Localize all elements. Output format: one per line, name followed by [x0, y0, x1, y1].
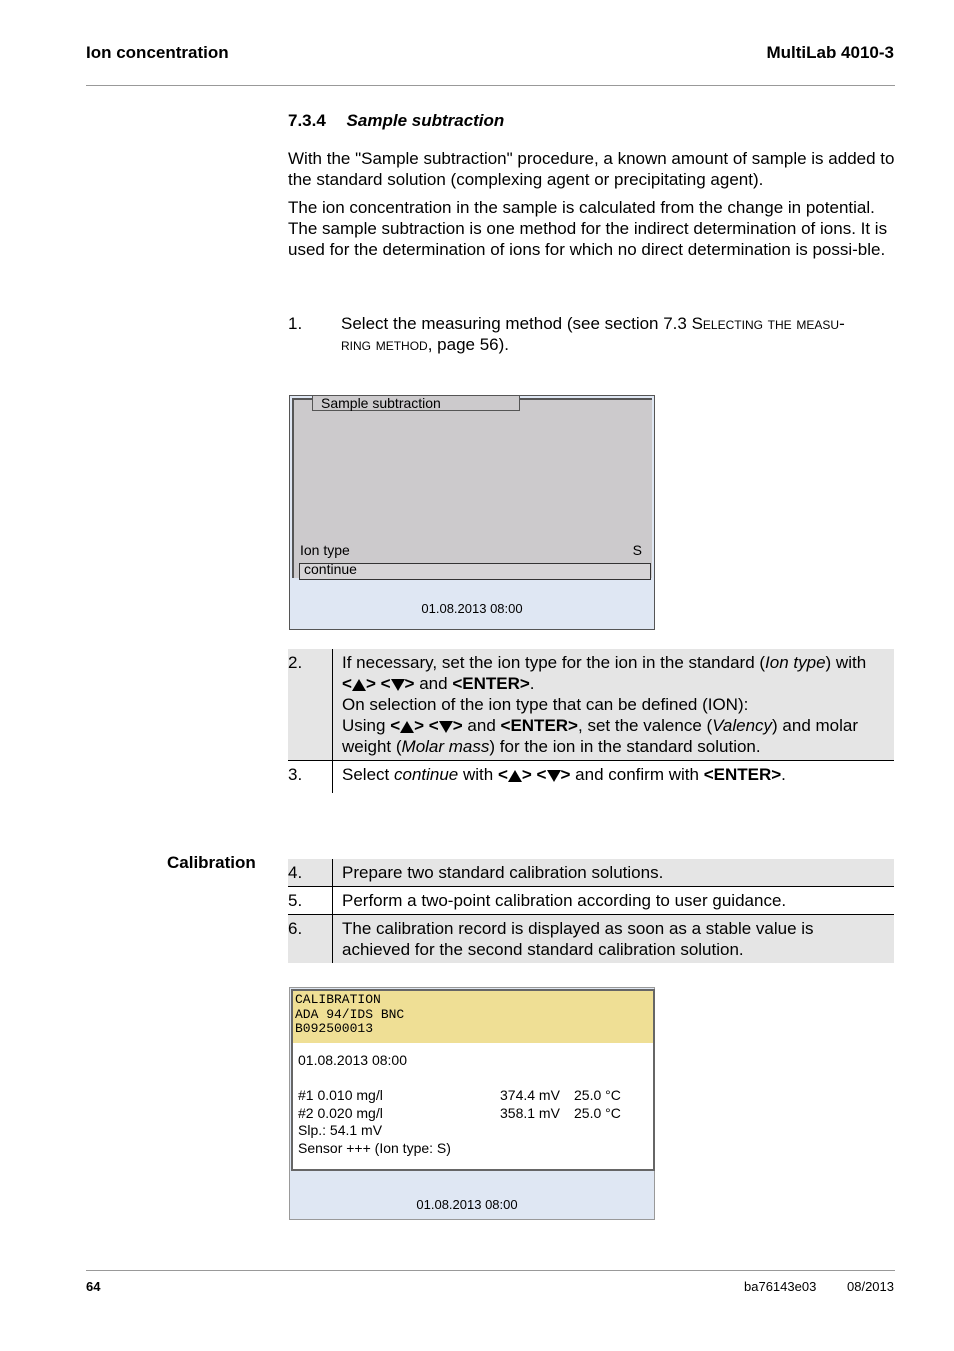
- step-2-p2: On selection of the ion type that can be defined (ION):: [342, 695, 749, 714]
- step-2-molar-mass: Molar mass: [401, 737, 490, 756]
- record-sensor-model: ADA 94/IDS BNC: [295, 1006, 405, 1022]
- record-date: 01.08.2013 08:00: [298, 1052, 407, 1068]
- step-1-text-b: , page 56).: [427, 335, 510, 354]
- continue-label: continue: [304, 561, 357, 577]
- step-number: 4.: [288, 859, 333, 887]
- step-2-and: and: [419, 674, 448, 693]
- up-arrow-icon: [352, 679, 366, 691]
- record-point-1: #1 0.010 mg/l: [298, 1087, 383, 1103]
- record-point-1-temp: 25.0 °C: [574, 1087, 621, 1103]
- section-heading: [288, 111, 504, 131]
- screen-datetime: 01.08.2013 08:00: [416, 1197, 518, 1212]
- down-arrow-icon: [547, 770, 561, 782]
- page-number: 64: [86, 1279, 101, 1294]
- display-area: [292, 395, 652, 578]
- explanation-paragraph: The ion concentration in the sample is calculated from the change in potential. The sample subtraction is one method for the indirect determination of ions. It is used for the determination of ions for which no direct determination is possi-ble.: [288, 198, 888, 259]
- ion-type-label[interactable]: Ion type: [300, 542, 350, 558]
- calibration-label: Calibration: [167, 853, 256, 872]
- step-6-line2: achieved for the second standard calibration solution.: [342, 940, 744, 959]
- table-row: [288, 915, 894, 964]
- header-rule: [86, 85, 895, 86]
- step-2-p3d: ) and molar: [772, 716, 859, 735]
- step-1-text: [341, 313, 896, 355]
- record-point-1-mv: 374.4 mV: [500, 1087, 560, 1103]
- record-header: [293, 991, 653, 1043]
- down-arrow-icon: [391, 679, 405, 691]
- step-text: Prepare two standard calibration solutions.: [333, 859, 895, 887]
- step-2-p4a: weight (: [342, 737, 402, 756]
- step-2-text: If necessary, set the ion type for the ion in the standard (Ion type) with < > < > and <ENTER>. On selection of the ion type that can be defined (ION): Using < > < > and <ENTER>, set the valence (Valency) and molar weight (Molar mass) for the ion in the standard solution.: [333, 649, 895, 761]
- step-3-text: Select continue with < > < > and confirm with <ENTER>.: [342, 765, 786, 784]
- calibration-record-screen: [289, 987, 655, 1220]
- step-3-continue: continue: [393, 765, 459, 784]
- record-title: CALIBRATION: [295, 992, 381, 1007]
- step-6-text: [333, 915, 895, 964]
- screen-title: Sample subtraction: [312, 396, 520, 411]
- steps-table-a: [288, 649, 894, 793]
- step-3-end: .: [781, 765, 786, 784]
- step-number: 5.: [288, 887, 333, 915]
- step-2-p1-end: ) with: [825, 653, 867, 672]
- intro-paragraph: With the "Sample subtraction" procedure, a known amount of sample is added to the standard solution (complexing agent or precipitating agent).: [288, 149, 895, 189]
- step-1-ref-a[interactable]: Selecting the measu-: [691, 314, 845, 333]
- step-number: 2.: [288, 649, 333, 761]
- table-row: [288, 761, 894, 794]
- steps-table-b: [288, 859, 894, 963]
- step-2-p3b: and: [467, 716, 496, 735]
- step-1-text-a: Select the measuring method (see section 7.3: [341, 314, 692, 333]
- enter-key: <ENTER>: [500, 716, 578, 735]
- record-point-2: #2 0.020 mg/l: [298, 1105, 383, 1121]
- record-serial: B092500013: [295, 1021, 374, 1036]
- section-title: Sample subtraction: [346, 111, 505, 130]
- step-number: 6.: [288, 915, 333, 964]
- step-1-ref-b[interactable]: ring method: [341, 335, 428, 354]
- step-3-c: and confirm with: [575, 765, 699, 784]
- footer-rule: [86, 1270, 895, 1271]
- record-point-2-temp: 25.0 °C: [574, 1105, 621, 1121]
- down-arrow-icon: [439, 721, 453, 733]
- header-right: MultiLab 4010-3: [766, 43, 894, 62]
- up-arrow-icon: [400, 721, 414, 733]
- step-2-valency: Valency: [712, 716, 773, 735]
- screen-datetime: 01.08.2013 08:00: [421, 601, 523, 616]
- step-2-p1-italic: Ion type: [765, 653, 826, 672]
- record-slope: Slp.: 54.1 mV: [298, 1122, 383, 1138]
- sample-subtraction-screen: [289, 395, 655, 630]
- table-row: [288, 649, 894, 761]
- up-arrow-icon: [508, 770, 522, 782]
- section-number: 7.3.4: [288, 111, 326, 130]
- document-id: ba76143e03: [744, 1279, 817, 1294]
- step-3-b: with: [458, 765, 494, 784]
- continue-item[interactable]: [299, 563, 651, 580]
- step-2-p4b: ) for the ion in the standard solution.: [489, 737, 761, 756]
- enter-key: <ENTER>: [703, 765, 782, 784]
- table-row: [288, 887, 894, 915]
- table-row: [288, 859, 894, 887]
- step-2-p3a: Using: [342, 716, 386, 735]
- step-number: 3.: [288, 761, 333, 794]
- step-6-line1: The calibration record is displayed as soon as a stable value is: [342, 919, 814, 938]
- step-text: Perform a two-point calibration according to user guidance.: [333, 887, 895, 915]
- step-3-a: Select: [342, 765, 394, 784]
- record-point-2-mv: 358.1 mV: [500, 1105, 560, 1121]
- header-left: Ion concentration: [86, 43, 229, 62]
- document-date: 08/2013: [847, 1279, 894, 1294]
- enter-key: <ENTER>: [452, 674, 530, 693]
- step-1-number: 1.: [288, 314, 303, 333]
- ion-type-value: S: [632, 542, 642, 558]
- record-panel: [291, 989, 655, 1171]
- step-2-p3c: , set the valence (: [578, 716, 713, 735]
- step-2-p1: If necessary, set the ion type for the ion in the standard (: [342, 653, 766, 672]
- record-sensor: Sensor +++ (Ion type: S): [298, 1140, 451, 1156]
